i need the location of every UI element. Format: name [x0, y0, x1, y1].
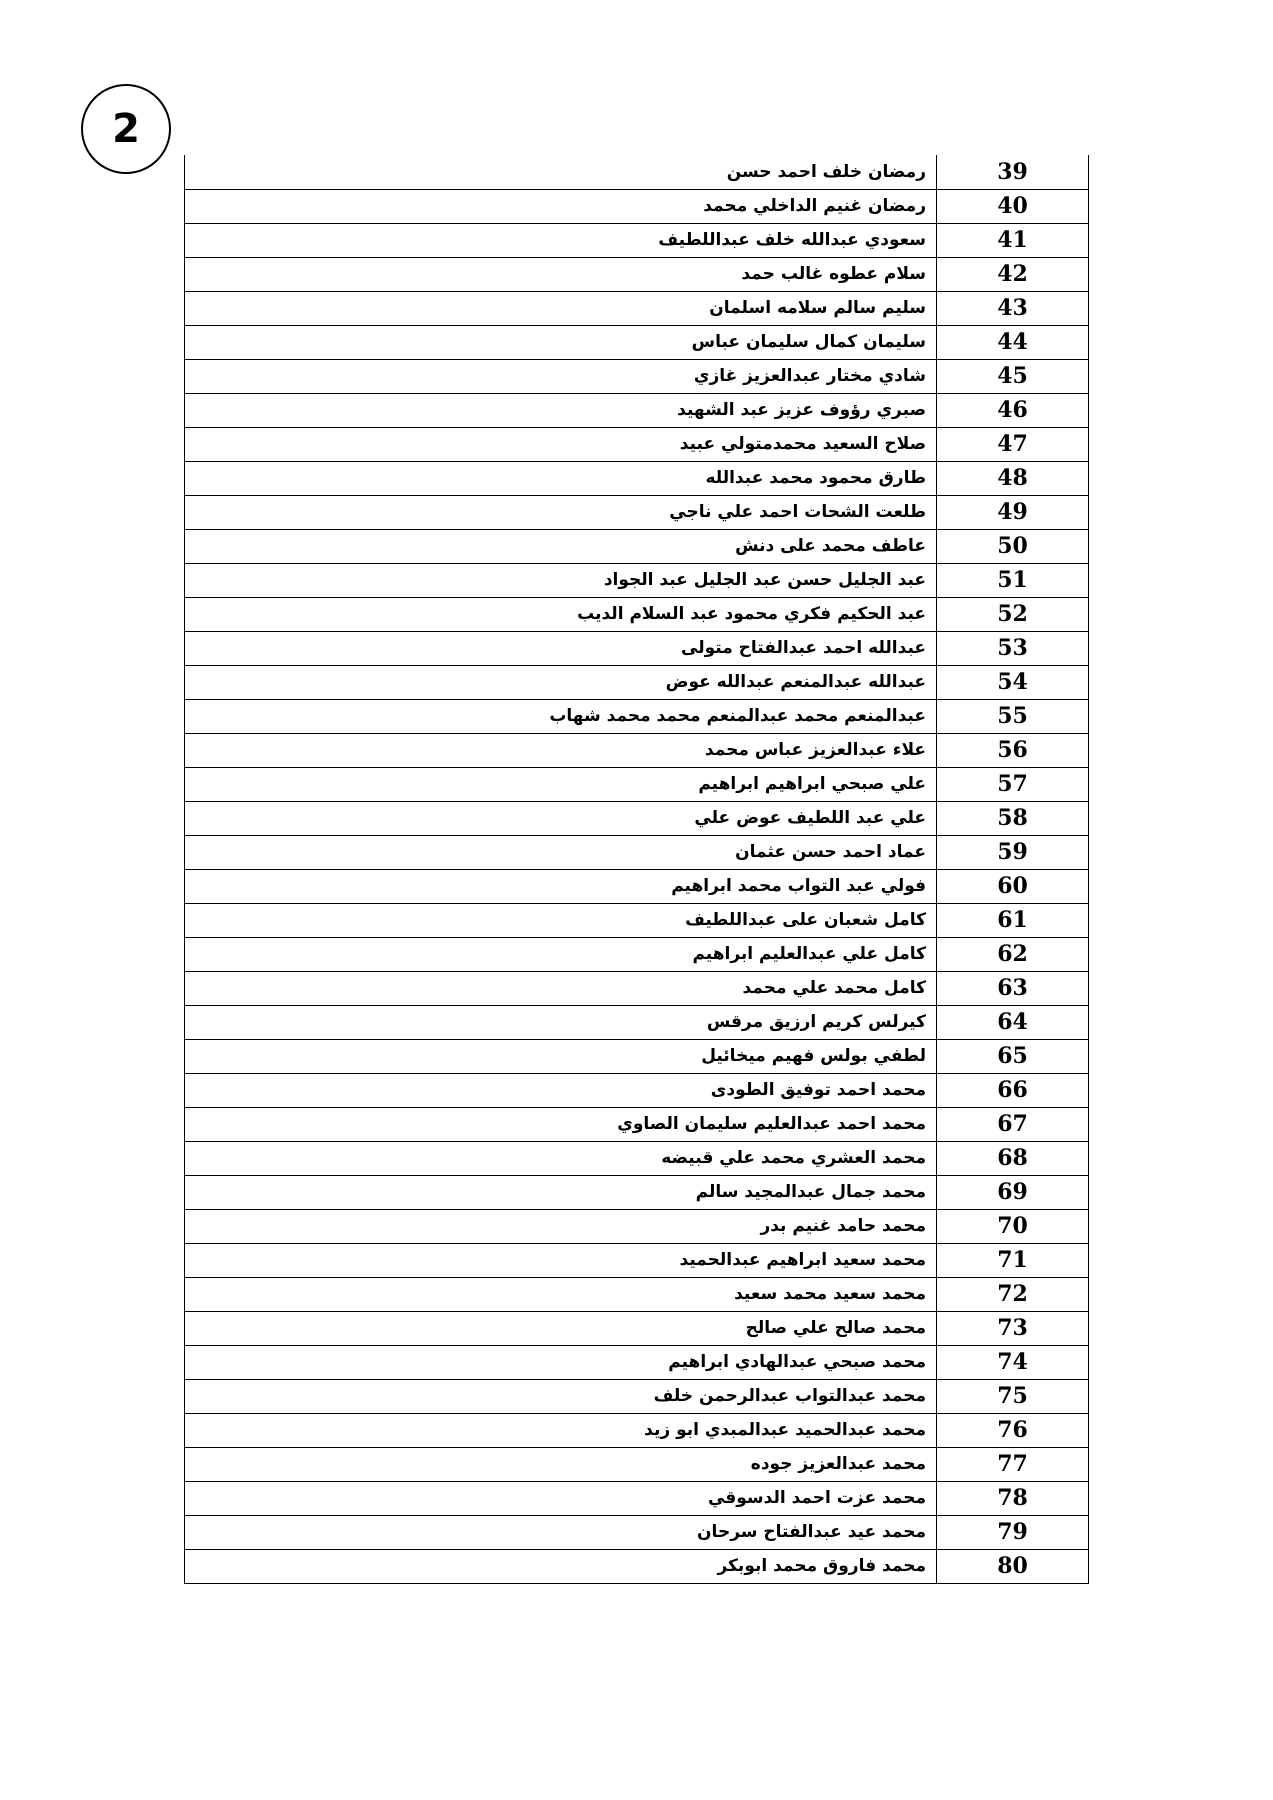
- page-number-badge: [81, 84, 171, 174]
- row-name: كيرلس كريم ارزيق مرقس: [185, 1005, 937, 1039]
- table-row: [185, 563, 1089, 597]
- table-row: [185, 869, 1089, 903]
- table-row: [185, 495, 1089, 529]
- row-name: عاطف محمد على دنش: [185, 529, 937, 563]
- row-number: 77: [937, 1447, 1089, 1481]
- row-name: علي عبد اللطيف عوض علي: [185, 801, 937, 835]
- row-name: علاء عبدالعزيز عباس محمد: [185, 733, 937, 767]
- row-number: 71: [937, 1243, 1089, 1277]
- table-row: [185, 189, 1089, 223]
- table-row: [185, 155, 1089, 189]
- row-number: 73: [937, 1311, 1089, 1345]
- row-name: كامل محمد علي محمد: [185, 971, 937, 1005]
- row-number: 46: [937, 393, 1089, 427]
- table-row: [185, 597, 1089, 631]
- table-row: [185, 903, 1089, 937]
- row-name: طارق محمود محمد عبدالله: [185, 461, 937, 495]
- row-number: 66: [937, 1073, 1089, 1107]
- row-number: 62: [937, 937, 1089, 971]
- row-name: عماد احمد حسن عثمان: [185, 835, 937, 869]
- row-number: 68: [937, 1141, 1089, 1175]
- row-number: 75: [937, 1379, 1089, 1413]
- row-name: رمضان خلف احمد حسن: [185, 155, 937, 189]
- table-row: [185, 1277, 1089, 1311]
- row-number: 57: [937, 767, 1089, 801]
- row-number: 63: [937, 971, 1089, 1005]
- row-name: سليم سالم سلامه اسلمان: [185, 291, 937, 325]
- row-number: 70: [937, 1209, 1089, 1243]
- row-name: عبدالمنعم محمد عبدالمنعم محمد محمد شهاب: [185, 699, 937, 733]
- row-number: 74: [937, 1345, 1089, 1379]
- table-row: [185, 1141, 1089, 1175]
- table-row: [185, 223, 1089, 257]
- row-number: 54: [937, 665, 1089, 699]
- row-name: فولي عبد التواب محمد ابراهيم: [185, 869, 937, 903]
- table-row: [185, 461, 1089, 495]
- names-table-body: [185, 155, 1089, 1583]
- row-name: محمد فاروق محمد ابوبكر: [185, 1549, 937, 1583]
- row-number: 59: [937, 835, 1089, 869]
- row-number: 42: [937, 257, 1089, 291]
- table-row: [185, 1549, 1089, 1583]
- table-row: [185, 937, 1089, 971]
- table-row: [185, 801, 1089, 835]
- table-row: [185, 257, 1089, 291]
- row-name: عبدالله احمد عبدالفتاح متولى: [185, 631, 937, 665]
- page-number: 2: [112, 106, 140, 152]
- table-row: [185, 971, 1089, 1005]
- row-number: 69: [937, 1175, 1089, 1209]
- table-row: [185, 291, 1089, 325]
- row-number: 53: [937, 631, 1089, 665]
- row-number: 80: [937, 1549, 1089, 1583]
- names-table-container: [184, 155, 1088, 1584]
- row-number: 67: [937, 1107, 1089, 1141]
- row-name: رمضان غنيم الداخلي محمد: [185, 189, 937, 223]
- table-row: [185, 1039, 1089, 1073]
- table-row: [185, 1107, 1089, 1141]
- row-name: محمد عزت احمد الدسوقي: [185, 1481, 937, 1515]
- row-name: محمد احمد عبدالعليم سليمان الصاوي: [185, 1107, 937, 1141]
- row-number: 56: [937, 733, 1089, 767]
- row-number: 41: [937, 223, 1089, 257]
- row-number: 44: [937, 325, 1089, 359]
- table-row: [185, 359, 1089, 393]
- row-number: 51: [937, 563, 1089, 597]
- row-name: كامل علي عبدالعليم ابراهيم: [185, 937, 937, 971]
- table-row: [185, 325, 1089, 359]
- row-number: 79: [937, 1515, 1089, 1549]
- table-row: [185, 665, 1089, 699]
- row-number: 43: [937, 291, 1089, 325]
- row-name: عبد الحكيم فكري محمود عبد السلام الديب: [185, 597, 937, 631]
- row-name: سلام عطوه غالب حمد: [185, 257, 937, 291]
- table-row: [185, 1073, 1089, 1107]
- row-number: 39: [937, 155, 1089, 189]
- table-row: [185, 1005, 1089, 1039]
- row-name: كامل شعبان على عبداللطيف: [185, 903, 937, 937]
- row-name: محمد احمد توفيق الطودى: [185, 1073, 937, 1107]
- row-number: 45: [937, 359, 1089, 393]
- row-number: 40: [937, 189, 1089, 223]
- row-number: 48: [937, 461, 1089, 495]
- table-row: [185, 631, 1089, 665]
- row-number: 72: [937, 1277, 1089, 1311]
- row-number: 58: [937, 801, 1089, 835]
- row-number: 47: [937, 427, 1089, 461]
- row-name: محمد العشري محمد علي قبيضه: [185, 1141, 937, 1175]
- row-number: 49: [937, 495, 1089, 529]
- table-row: [185, 1175, 1089, 1209]
- row-name: محمد عبدالحميد عبدالمبدي ابو زيد: [185, 1413, 937, 1447]
- row-name: محمد سعيد ابراهيم عبدالحميد: [185, 1243, 937, 1277]
- row-name: صبري رؤوف عزيز عبد الشهيد: [185, 393, 937, 427]
- row-name: سليمان كمال سليمان عباس: [185, 325, 937, 359]
- row-number: 64: [937, 1005, 1089, 1039]
- table-row: [185, 529, 1089, 563]
- table-row: [185, 427, 1089, 461]
- table-row: [185, 767, 1089, 801]
- row-name: محمد عبدالتواب عبدالرحمن خلف: [185, 1379, 937, 1413]
- row-number: 52: [937, 597, 1089, 631]
- row-number: 50: [937, 529, 1089, 563]
- row-name: طلعت الشحات احمد علي ناجي: [185, 495, 937, 529]
- row-name: محمد عيد عبدالفتاح سرحان: [185, 1515, 937, 1549]
- table-row: [185, 1481, 1089, 1515]
- row-number: 61: [937, 903, 1089, 937]
- row-name: عبد الجليل حسن عبد الجليل عبد الجواد: [185, 563, 937, 597]
- names-table: [184, 155, 1089, 1584]
- row-number: 76: [937, 1413, 1089, 1447]
- row-name: سعودي عبدالله خلف عبداللطيف: [185, 223, 937, 257]
- table-row: [185, 1379, 1089, 1413]
- row-name: لطفي بولس فهيم ميخائيل: [185, 1039, 937, 1073]
- row-name: علي صبحي ابراهيم ابراهيم: [185, 767, 937, 801]
- row-name: صلاح السعيد محمدمتولي عبيد: [185, 427, 937, 461]
- table-row: [185, 1243, 1089, 1277]
- row-name: محمد صالح علي صالح: [185, 1311, 937, 1345]
- row-number: 78: [937, 1481, 1089, 1515]
- table-row: [185, 733, 1089, 767]
- table-row: [185, 835, 1089, 869]
- row-name: عبدالله عبدالمنعم عبدالله عوض: [185, 665, 937, 699]
- table-row: [185, 1447, 1089, 1481]
- table-row: [185, 1209, 1089, 1243]
- row-number: 60: [937, 869, 1089, 903]
- row-name: محمد حامد غنيم بدر: [185, 1209, 937, 1243]
- table-row: [185, 1413, 1089, 1447]
- table-row: [185, 1515, 1089, 1549]
- row-number: 65: [937, 1039, 1089, 1073]
- table-row: [185, 1311, 1089, 1345]
- row-name: محمد عبدالعزيز جوده: [185, 1447, 937, 1481]
- row-name: شادي مختار عبدالعزيز غازي: [185, 359, 937, 393]
- row-number: 55: [937, 699, 1089, 733]
- row-name: محمد جمال عبدالمجيد سالم: [185, 1175, 937, 1209]
- row-name: محمد سعيد محمد سعيد: [185, 1277, 937, 1311]
- table-row: [185, 1345, 1089, 1379]
- table-row: [185, 699, 1089, 733]
- row-name: محمد صبحي عبدالهادي ابراهيم: [185, 1345, 937, 1379]
- table-row: [185, 393, 1089, 427]
